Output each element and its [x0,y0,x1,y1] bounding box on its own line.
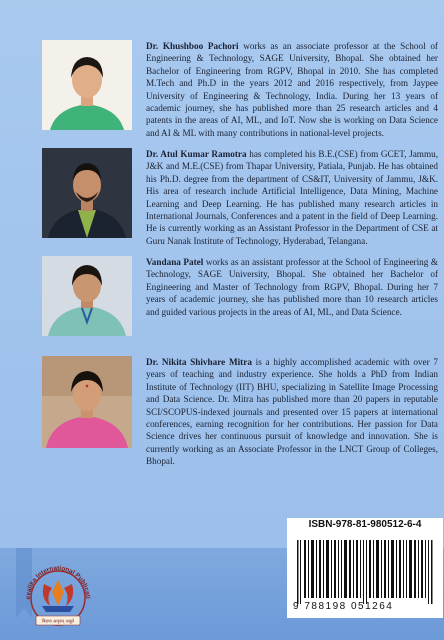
bio-nikita-shivhare-mitra [146,356,438,468]
portrait-image [42,40,132,130]
portrait-image [42,256,132,336]
author-name: Dr. Atul Kumar Ramotra [146,149,247,159]
author-photo-nikita-shivhare-mitra [42,356,132,448]
barcode [295,540,435,604]
author-name: Vandana Patel [146,257,204,267]
bio-atul-kumar-ramotra [146,148,438,247]
author-name: Dr. Khushboo Pachori [146,41,239,51]
isbn-number: ISBN-978-81-980512-6-4 [308,519,422,530]
bio-text: works as an associate professor at the School of Engineering & Technology, SAGE University, Bhopal. She obtained her Bachelor of Engineering from RGPV, Bhopal in 2010. She has completed M.Tech and Ph.D in the years 2012 and 2016 respectively, from Jaypee University of Engineering & Technology, India. During her 13 years of academic journey, she has published more than 25 research articles and 4 patents in the areas of AI, ML, and IoT. Now she is working on Data Science and AI & ML with many contributions in national-level projects. [146,41,438,138]
author-name: Dr. Nikita Shivhare Mitra [146,357,252,367]
publisher-name: evalika International Publicati [24,564,92,600]
portrait-image [42,148,132,238]
bio-khushboo-pachori [146,40,438,139]
author-photo-khushboo-pachori [42,40,132,130]
author-photo-vandana-patel [42,256,132,336]
portrait-image [42,356,132,448]
bio-text: is a highly accomplished academic with over 7 years of teaching and industry experience. She holds a PhD from Indian Institute of Technology (IIT) BHU, specializing in Satellite Image Processing and Data Science. Dr. Mitra has published more than 20 papers in reputable SCI/SCOPUS-indexed journals and presented over 15 papers at international conferences, earning recognition for her contributions. Her passion for Data Science drives her continuous pursuit of knowledge and innovation. She is currently working as an Associate Professor in the LNCT Group of Colleges, Bhopal. [146,357,438,467]
isbn-barcode-box [287,518,443,618]
logo-emblem-icon [22,562,94,628]
bio-text: has completed his B.E.(CSE) from GCET, Jammu, J&K and M.E.(CSE) from Thapar University, Patiala, Punjab. He has obtained his Ph.D. degree from the department of CS&IT, University of Jammu, J&K. His area of research include Artificial Intelligence, Data Mining, Machine Learning and Deep Learning. He has published many research articles in International Journals, Conferences and a patent in the field of Deep Learning. He is currently working as an Assistant Professor in the Department of CSE at Guru Nanak Institute of Technology, Hyderabad, Telangana. [146,149,438,246]
barcode-digits: 9 788198 051264 [293,601,394,612]
barcode-graphic [295,540,435,604]
bio-text: works as an assistant professor at the School of Engineering & Technology, SAGE University, Bhopal. She obtained her Bachelor of Engineering and Master of Technology from RGPV, Bhopal. During her 7 years of academic journey, she has published more than 10 research articles and guided various projects in the areas of AI, ML, and Data Science. [146,257,439,317]
author-photo-atul-kumar-ramotra [42,148,132,238]
publisher-tagline: विद्यया अमृतम् अश्नुते [41,619,75,625]
bio-vandana-patel [146,256,438,318]
publisher-logo [22,562,94,628]
